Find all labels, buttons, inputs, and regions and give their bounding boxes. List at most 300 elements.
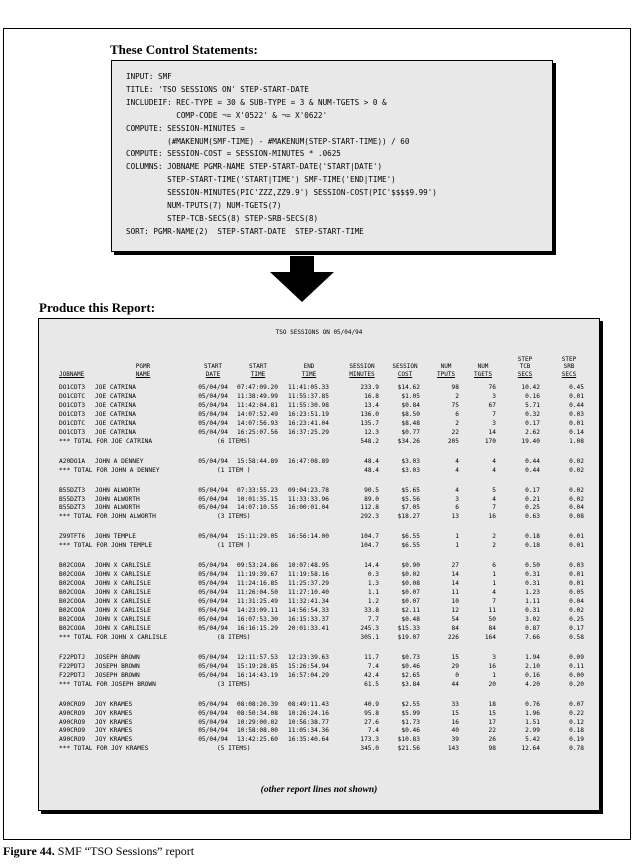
cell-session-cost: $15.33	[397, 624, 420, 632]
cell-step-srb-secs: 0.04	[569, 598, 584, 606]
cell-start-date: 05/04/94	[198, 598, 228, 606]
cell-start-date: 05/04/94	[198, 607, 228, 614]
total-step-tcb-secs: 12.64	[521, 745, 540, 753]
cell-session-cost: $1.73	[401, 718, 420, 726]
cell-session-cost: $8.48	[401, 419, 420, 427]
column-header-line: NAME	[135, 371, 151, 378]
column-header-line: START	[203, 363, 223, 371]
cell-start-time: 14:07:10.55	[237, 504, 278, 512]
cell-step-srb-secs: 0.01	[569, 419, 584, 427]
total-row	[39, 680, 599, 689]
cell-step-srb-secs: 0.11	[569, 662, 584, 670]
cell-pgmr-name: JOHN X CARLISLE	[95, 580, 151, 588]
cell-step-tcb-secs: 2.10	[525, 662, 540, 670]
total-row	[39, 633, 599, 642]
cell-session-cost: $0.48	[401, 615, 420, 623]
cell-start-time: 08:08:20.39	[237, 700, 278, 708]
cell-session-cost: $0.07	[401, 589, 420, 597]
cell-end-time: 16:00:01.04	[288, 504, 329, 512]
total-num-tputs: 1	[455, 542, 459, 550]
report-row	[39, 735, 599, 744]
cell-num-tgets: 3	[492, 653, 496, 661]
cell-jobname: DO1CDT3	[59, 428, 86, 436]
cell-pgmr-name: JOSEPH BROWN	[95, 671, 140, 679]
cell-step-tcb-secs: 0.87	[525, 624, 540, 632]
cell-pgmr-name: JOY KRAMES	[95, 709, 133, 717]
cell-start-date: 05/04/94	[198, 401, 228, 409]
cell-session-cost: $0.46	[401, 662, 420, 670]
cell-num-tputs: 0	[455, 671, 459, 679]
total-num-tputs: 143	[447, 745, 459, 753]
cell-step-tcb-secs: 0.31	[525, 571, 540, 579]
report-row	[39, 597, 599, 606]
report-title: TSO SESSIONS ON 05/04/94	[275, 329, 363, 336]
total-label: *** TOTAL FOR JOHN A DENNEY	[59, 466, 160, 474]
cell-num-tputs: 10	[451, 598, 459, 606]
cell-end-time: 16:56:14.00	[288, 533, 329, 541]
cell-start-time: 14:07:52.49	[237, 410, 278, 418]
total-step-tcb-secs: 19.40	[521, 437, 540, 445]
figure-label: Figure 44.	[3, 844, 55, 858]
cell-pgmr-name: JOHN X CARLISLE	[95, 571, 151, 579]
cell-session-minutes: 95.8	[364, 709, 379, 717]
cell-jobname: B02COOA	[59, 607, 86, 614]
cell-num-tgets: 3	[492, 392, 496, 400]
cell-session-cost: $5.99	[401, 709, 420, 717]
cell-jobname: B02COOA	[59, 562, 86, 570]
cell-session-minutes: 233.9	[360, 384, 379, 391]
cell-num-tgets: 7	[492, 598, 496, 606]
cell-start-time: 11:19:39.67	[237, 571, 278, 579]
cell-end-time: 11:41:05.33	[288, 384, 329, 391]
cell-start-date: 05/04/94	[198, 718, 228, 726]
cell-pgmr-name: JOY KRAMES	[95, 700, 133, 708]
report-row	[39, 457, 599, 466]
column-header-line: SECS	[517, 371, 533, 378]
cell-jobname: A90CRO9	[59, 709, 86, 717]
total-num-tgets: 170	[484, 437, 496, 445]
column-header-line: TIME	[301, 371, 317, 378]
total-item-count: (1 ITEM )	[217, 542, 251, 550]
total-row	[39, 744, 599, 753]
cell-num-tgets: 1	[492, 671, 496, 679]
column-header-line: COST	[397, 371, 413, 378]
cell-num-tputs: 11	[451, 589, 459, 597]
cell-step-srb-secs: 0.00	[569, 671, 584, 679]
cell-start-time: 11:42:04.81	[237, 401, 278, 409]
cell-end-time: 16:37:25.29	[288, 428, 329, 436]
total-step-srb-secs: 0.01	[569, 542, 584, 550]
cell-step-tcb-secs: 0.32	[525, 410, 540, 418]
cell-step-srb-secs: 0.18	[569, 727, 584, 735]
cell-step-tcb-secs: 0.21	[525, 495, 540, 503]
cell-end-time: 11:25:37.29	[288, 580, 329, 588]
report-row	[39, 624, 599, 633]
cell-end-time: 11:55:37.85	[288, 392, 329, 400]
cell-start-date: 05/04/94	[198, 486, 228, 494]
cell-end-time: 10:26:24.16	[288, 709, 329, 717]
total-num-tgets: 164	[484, 633, 496, 641]
report-row	[39, 588, 599, 597]
cell-start-date: 05/04/94	[198, 709, 228, 717]
report-row	[39, 503, 599, 512]
total-session-minutes: 345.0	[360, 745, 379, 753]
report-row	[39, 570, 599, 579]
cell-jobname: B55DZT3	[59, 486, 86, 494]
cell-session-minutes: 104.7	[360, 533, 379, 541]
report-row	[39, 410, 599, 419]
report-row	[39, 392, 599, 401]
report-row	[39, 662, 599, 671]
cell-step-tcb-secs: 0.16	[525, 671, 540, 679]
cell-num-tgets: 84	[488, 624, 496, 632]
total-label: *** TOTAL FOR JOHN TEMPLE	[59, 542, 153, 550]
total-num-tgets: 20	[488, 680, 496, 688]
cell-jobname: A90CRO9	[59, 727, 86, 735]
cell-end-time: 10:07:48.95	[288, 562, 329, 570]
cell-session-cost: $0.77	[401, 428, 420, 436]
cell-start-time: 15:11:29.05	[237, 533, 278, 541]
cell-num-tputs: 4	[455, 486, 459, 494]
cell-session-minutes: 12.3	[364, 428, 379, 436]
cell-pgmr-name: JOE CATRINA	[95, 419, 136, 427]
total-session-cost: $19.07	[397, 633, 420, 641]
cell-start-time: 16:16:15.29	[237, 624, 278, 632]
report-row	[39, 495, 599, 504]
cell-session-cost: $8.50	[401, 410, 420, 418]
cell-step-tcb-secs: 1.51	[525, 718, 540, 726]
cell-num-tgets: 50	[488, 615, 496, 623]
cell-session-cost: $2.11	[401, 607, 420, 614]
cell-num-tputs: 12	[451, 607, 459, 614]
cell-num-tgets: 76	[488, 384, 496, 391]
cell-num-tgets: 67	[488, 401, 496, 409]
cell-session-minutes: 135.7	[360, 419, 379, 427]
cell-end-time: 16:35:40.64	[288, 736, 329, 744]
cell-pgmr-name: JOHN X CARLISLE	[95, 562, 151, 570]
cell-start-date: 05/04/94	[198, 624, 228, 632]
cell-pgmr-name: JOHN X CARLISLE	[95, 615, 151, 623]
total-row	[39, 512, 599, 521]
total-session-cost: $34.26	[397, 437, 420, 445]
column-header-line: NUM	[440, 363, 452, 371]
cell-jobname: DO1CDTC	[59, 419, 86, 427]
cell-jobname: F22PDTJ	[59, 653, 86, 661]
cell-num-tputs: 29	[451, 662, 459, 670]
cell-start-date: 05/04/94	[198, 410, 228, 418]
cell-start-time: 09:53:24.86	[237, 562, 278, 570]
cell-jobname: DO1CDT3	[59, 401, 86, 409]
cell-step-tcb-secs: 5.71	[525, 401, 540, 409]
cell-start-time: 10:01:35.15	[237, 495, 278, 503]
column-header-line: SESSION	[349, 363, 375, 371]
cell-session-minutes: 13.4	[364, 401, 379, 409]
total-num-tputs: 4	[455, 466, 459, 474]
cell-step-tcb-secs: 0.31	[525, 580, 540, 588]
cell-start-date: 05/04/94	[198, 504, 228, 512]
cell-session-cost: $5.65	[401, 486, 420, 494]
cell-num-tgets: 5	[492, 486, 496, 494]
cell-num-tgets: 1	[492, 580, 496, 588]
cell-session-minutes: 11.7	[364, 653, 379, 661]
total-item-count: (1 ITEM )	[217, 466, 251, 474]
column-header-line: TGETS	[473, 371, 493, 378]
cell-pgmr-name: JOY KRAMES	[95, 727, 133, 735]
cell-num-tputs: 14	[451, 580, 459, 588]
total-label: *** TOTAL FOR JOY KRAMES	[59, 745, 149, 753]
cell-session-minutes: 1.3	[367, 580, 379, 588]
cell-end-time: 11:55:30.98	[288, 401, 329, 409]
cell-num-tgets: 1	[492, 571, 496, 579]
cell-step-srb-secs: 0.04	[569, 504, 584, 512]
total-session-minutes: 61.5	[364, 680, 379, 688]
cell-step-srb-secs: 0.25	[569, 615, 584, 623]
cell-start-date: 05/04/94	[198, 615, 228, 623]
cell-end-time: 16:23:41.04	[288, 419, 329, 427]
total-row	[39, 466, 599, 475]
control-heading: These Control Statements:	[110, 42, 258, 57]
total-session-cost: $6.55	[401, 542, 420, 550]
total-row	[39, 437, 599, 446]
column-header-line: MINUTES	[349, 371, 375, 378]
control-statements-text: INPUT: SMF TITLE: 'TSO SESSIONS ON' STEP-START-DATE INCLUDEIF: REC-TYPE = 30 & SUB-TYPE = 3 & NUM-TGETS > 0 & COMP-CODE ¬= X'0522' & ¬= X'0622' COMPUTE: SESSION-MINUTES = (#MAKENUM(SMF-TIME) - #MAKENUM(STEP-START-TIME)) / 60 COMPUTE: SESSION-COST = SESSION-MINUTES * .0625 COLUMNS: JOBNAME PGMR-NAME STEP-START-DATE('START|DATE') STEP-START-TIME('START|TIME') SMF-TIME('END|TIME') SESSION-MINUTES(PIC'ZZZ,ZZ9.9') SESSION-COST(PIC'$$$$9.99') NUM-TPUTS(7) NUM-TGETS(7) STEP-TCB-SECS(8) STEP-SRB-SECS(8) SORT: PGMR-NAME(2) STEP-START-DATE STEP-START-TIME	[126, 72, 437, 236]
total-session-minutes: 305.1	[360, 633, 379, 641]
cell-end-time: 11:05:34.36	[288, 727, 329, 735]
cell-session-minutes: 1.2	[367, 598, 379, 606]
cell-session-minutes: 14.4	[364, 562, 379, 570]
cell-num-tputs: 2	[455, 392, 459, 400]
cell-step-srb-secs: 0.02	[569, 495, 584, 503]
cell-start-date: 05/04/94	[198, 533, 228, 541]
cell-end-time: 16:57:04.29	[288, 671, 329, 679]
cell-step-tcb-secs: 0.31	[525, 607, 540, 614]
column-header-line: STEP	[517, 355, 533, 363]
cell-start-date: 05/04/94	[198, 419, 228, 427]
cell-start-time: 11:38:49.99	[237, 392, 278, 400]
cell-num-tputs: 6	[455, 410, 459, 418]
total-session-cost: $18.27	[397, 513, 420, 521]
column-header-line: TCB	[519, 363, 531, 371]
cell-session-cost: $10.83	[397, 736, 420, 744]
cell-session-minutes: 48.4	[364, 457, 379, 465]
cell-num-tgets: 16	[488, 662, 496, 670]
total-step-tcb-secs: 0.44	[525, 466, 540, 474]
column-header-line: END	[303, 363, 315, 371]
cell-pgmr-name: JOE CATRINA	[95, 410, 136, 418]
cell-num-tgets: 15	[488, 709, 496, 717]
cell-session-minutes: 0.3	[367, 571, 379, 579]
report-row	[39, 718, 599, 727]
cell-jobname: B02COOA	[59, 580, 86, 588]
cell-num-tputs: 22	[451, 428, 459, 436]
cell-end-time: 15:26:54.94	[288, 662, 329, 670]
cell-start-date: 05/04/94	[198, 428, 228, 436]
cell-session-cost: $0.73	[401, 653, 420, 661]
cell-num-tgets: 26	[488, 736, 496, 744]
cell-session-cost: $0.46	[401, 727, 420, 735]
total-num-tgets: 98	[488, 745, 496, 753]
cell-num-tgets: 3	[492, 419, 496, 427]
report-row	[39, 615, 599, 624]
column-header-line: JOBNAME	[59, 371, 85, 378]
report-row	[39, 383, 599, 392]
report-row	[39, 606, 599, 615]
cell-session-minutes: 7.4	[367, 727, 379, 735]
cell-end-time: 16:15:33.37	[288, 615, 329, 623]
cell-session-minutes: 16.8	[364, 392, 379, 400]
cell-step-srb-secs: 0.01	[569, 571, 584, 579]
cell-num-tputs: 33	[451, 700, 459, 708]
cell-num-tgets: 4	[492, 495, 496, 503]
cell-step-srb-secs: 0.01	[569, 580, 584, 588]
total-session-cost: $3.84	[401, 680, 420, 688]
report-row	[39, 700, 599, 709]
cell-num-tgets: 6	[492, 562, 496, 570]
total-item-count: (5 ITEMS)	[217, 745, 251, 753]
report-row	[39, 709, 599, 718]
cell-num-tgets: 18	[488, 700, 496, 708]
cell-start-date: 05/04/94	[198, 589, 228, 597]
cell-pgmr-name: JOE CATRINA	[95, 401, 136, 409]
cell-step-tcb-secs: 3.02	[525, 615, 540, 623]
cell-start-time: 07:33:55.23	[237, 486, 278, 494]
column-header-line: SESSION	[392, 363, 418, 371]
column-header-line: TPUTS	[436, 371, 456, 378]
cell-session-minutes: 136.0	[360, 410, 379, 418]
cell-start-time: 13:42:25.60	[237, 736, 278, 744]
total-label: *** TOTAL FOR JOE CATRINA	[59, 437, 153, 445]
cell-step-tcb-secs: 2.99	[525, 727, 540, 735]
cell-num-tputs: 3	[455, 495, 459, 503]
total-step-tcb-secs: 7.66	[525, 633, 540, 641]
cell-start-time: 07:47:09.20	[237, 384, 278, 391]
cell-jobname: A90CRO9	[59, 718, 86, 726]
total-session-minutes: 548.2	[360, 437, 379, 445]
total-item-count: (3 ITEMS)	[217, 680, 251, 688]
cell-session-minutes: 40.9	[364, 700, 379, 708]
cell-step-tcb-secs: 1.11	[525, 598, 540, 606]
cell-num-tputs: 98	[451, 384, 459, 391]
total-step-srb-secs: 0.08	[569, 513, 584, 521]
cell-pgmr-name: JOE CATRINA	[95, 428, 136, 436]
cell-step-srb-secs: 0.03	[569, 410, 584, 418]
report-row	[39, 428, 599, 437]
cell-jobname: B55DZT3	[59, 495, 86, 503]
cell-jobname: B55DZT3	[59, 504, 86, 512]
cell-num-tputs: 15	[451, 709, 459, 717]
cell-pgmr-name: JOSEPH BROWN	[95, 653, 140, 661]
cell-start-time: 11:24:16.85	[237, 580, 278, 588]
cell-step-tcb-secs: 0.44	[525, 457, 540, 465]
cell-num-tgets: 7	[492, 410, 496, 418]
cell-pgmr-name: JOHN ALWORTH	[95, 486, 140, 494]
control-statements-box	[111, 60, 553, 252]
cell-start-time: 11:26:04.50	[237, 589, 278, 597]
total-session-cost: $3.03	[401, 466, 420, 474]
cell-num-tputs: 40	[451, 727, 459, 735]
cell-start-date: 05/04/94	[198, 727, 228, 735]
cell-num-tgets: 2	[492, 533, 496, 541]
cell-pgmr-name: JOE CATRINA	[95, 384, 136, 391]
cell-step-srb-secs: 0.14	[569, 428, 584, 436]
total-session-minutes: 104.7	[360, 542, 379, 550]
cell-session-cost: $14.62	[397, 384, 420, 391]
cell-pgmr-name: JOHN X CARLISLE	[95, 589, 151, 597]
cell-session-minutes: 7.4	[367, 662, 379, 670]
cell-pgmr-name: JOE CATRINA	[95, 392, 136, 400]
cell-num-tgets: 22	[488, 727, 496, 735]
cell-step-tcb-secs: 1.94	[525, 653, 540, 661]
cell-session-cost: $2.65	[401, 671, 420, 679]
cell-start-time: 10:58:08.00	[237, 727, 278, 735]
report-row	[39, 671, 599, 680]
cell-session-minutes: 90.5	[364, 486, 379, 494]
cell-num-tputs: 39	[451, 736, 459, 744]
cell-step-tcb-secs: 0.25	[525, 504, 540, 512]
cell-start-date: 05/04/94	[198, 736, 228, 744]
cell-session-minutes: 1.1	[367, 589, 379, 597]
cell-session-cost: $0.08	[401, 580, 420, 588]
total-step-srb-secs: 0.20	[569, 680, 584, 688]
cell-pgmr-name: JOY KRAMES	[95, 736, 133, 744]
cell-step-srb-secs: 0.01	[569, 392, 584, 400]
total-step-srb-secs: 1.08	[569, 437, 584, 445]
total-step-srb-secs: 0.58	[569, 633, 584, 641]
cell-start-time: 16:14:43.19	[237, 671, 278, 679]
cell-jobname: Z99TFT6	[59, 533, 86, 541]
cell-jobname: DO1CDTC	[59, 392, 86, 400]
cell-start-time: 12:11:57.53	[237, 653, 278, 661]
cell-session-cost: $0.84	[401, 401, 420, 409]
cell-pgmr-name: JOHN A DENNEY	[95, 457, 144, 465]
cell-start-time: 15:19:28.85	[237, 662, 278, 670]
cell-jobname: A90CRO9	[59, 700, 86, 708]
cell-num-tputs: 27	[451, 562, 459, 570]
cell-session-cost: $0.07	[401, 598, 420, 606]
cell-end-time: 08:49:11.43	[288, 700, 329, 708]
cell-start-time: 16:25:07.56	[237, 428, 278, 436]
cell-step-srb-secs: 0.12	[569, 718, 584, 726]
cell-step-tcb-secs: 2.62	[525, 428, 540, 436]
cell-step-srb-secs: 0.22	[569, 709, 584, 717]
cell-end-time: 16:23:51.19	[288, 410, 329, 418]
column-header-line: DATE	[205, 371, 221, 378]
column-header-line: STEP	[561, 355, 577, 363]
total-step-tcb-secs: 4.20	[525, 680, 540, 688]
total-session-minutes: 292.3	[360, 513, 379, 521]
cell-step-srb-secs: 0.05	[569, 589, 584, 597]
total-step-tcb-secs: 0.18	[525, 542, 540, 550]
cell-start-time: 14:23:09.11	[237, 607, 278, 614]
cell-jobname: A20DO1A	[59, 457, 86, 465]
cell-step-tcb-secs: 10.42	[521, 384, 540, 391]
cell-pgmr-name: JOHN TEMPLE	[95, 533, 136, 541]
cell-step-tcb-secs: 0.16	[525, 392, 540, 400]
report-heading: Produce this Report:	[39, 300, 156, 315]
cell-start-date: 05/04/94	[198, 653, 228, 661]
cell-num-tputs: 2	[455, 419, 459, 427]
figure-caption	[3, 844, 194, 859]
total-session-cost: $21.56	[397, 745, 420, 753]
column-header-line: NUM	[477, 363, 489, 371]
total-item-count: (6 ITEMS)	[217, 437, 251, 445]
cell-step-tcb-secs: 0.17	[525, 486, 540, 494]
cell-start-time: 08:50:34.08	[237, 709, 278, 717]
cell-jobname: B02COOA	[59, 589, 86, 597]
cell-end-time: 20:01:33.41	[288, 624, 329, 632]
report-row	[39, 419, 599, 428]
cell-step-srb-secs: 0.01	[569, 533, 584, 541]
